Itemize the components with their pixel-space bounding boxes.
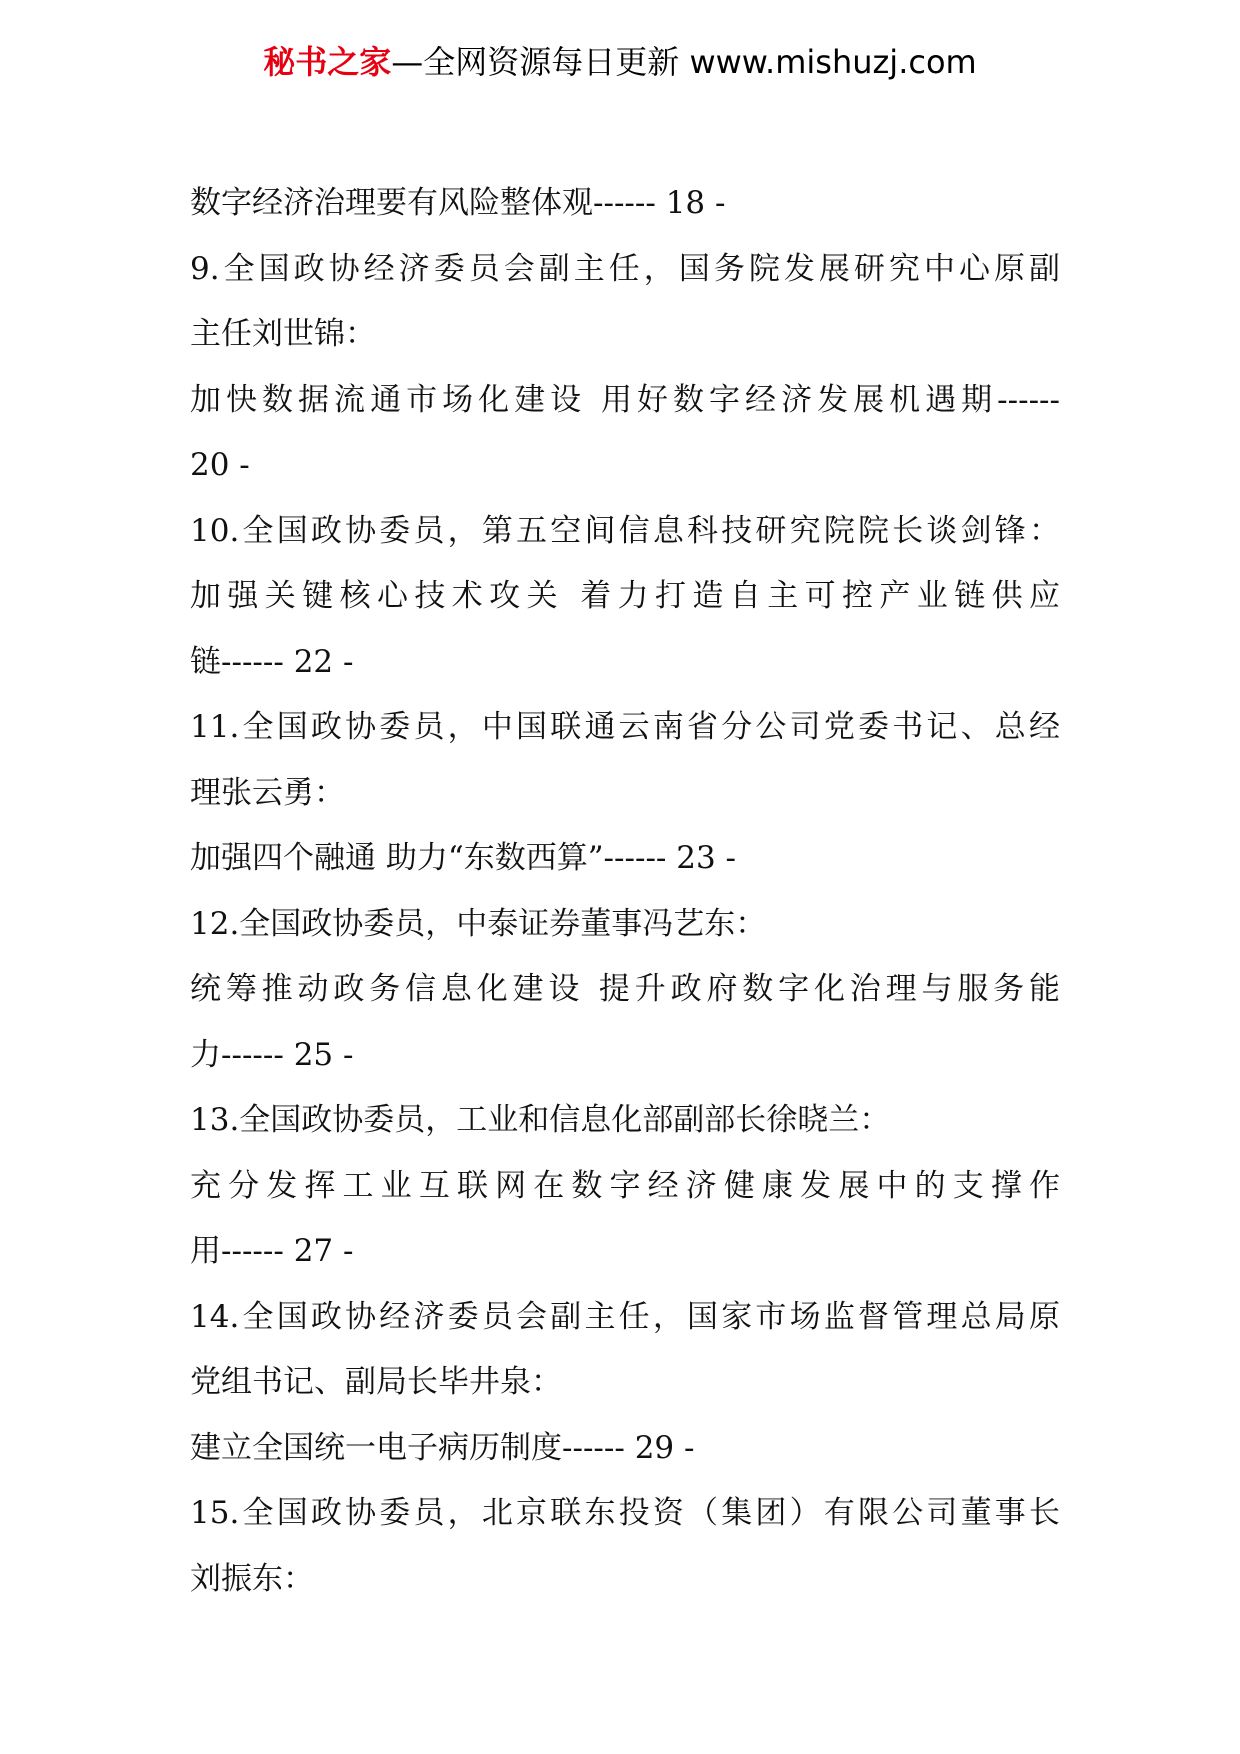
toc-line: 理张云勇： — [190, 774, 345, 811]
toc-body — [190, 171, 1060, 1612]
toc-line: 链------ 22 - — [190, 643, 354, 680]
toc-line: 加快数据流通市场化建设 用好数字经济发展机遇期------ — [190, 381, 1060, 418]
toc-line: 主任刘世锦： — [190, 316, 376, 352]
toc-line: 数字经济治理要有风险整体观------ 18 - — [190, 185, 726, 221]
toc-line: 12.全国政协委员，中泰证券董事冯艺东： — [190, 905, 767, 942]
toc-line: 10.全国政协委员，第五空间信息科技研究院院长谈剑锋： — [190, 512, 1060, 549]
toc-line: 加强关键核心技术攻关 着力打造自主可控产业链供应 — [190, 578, 1060, 614]
toc-line: 统筹推动政务信息化建设 提升政府数字化治理与服务能 — [190, 971, 1060, 1007]
toc-line: 刘振东： — [190, 1560, 314, 1597]
toc-line: 14.全国政协经济委员会副主任，国家市场监督管理总局原 — [190, 1298, 1060, 1335]
toc-line: 11.全国政协委员，中国联通云南省分公司党委书记、总经 — [190, 709, 1060, 745]
toc-line: 13.全国政协委员，工业和信息化部副部长徐晓兰： — [190, 1102, 891, 1138]
toc-line: 力------ 25 - — [190, 1036, 354, 1073]
toc-line: 9.全国政协经济委员会副主任，国务院发展研究中心原副 — [190, 250, 1060, 287]
toc-line: 用------ 27 - — [190, 1233, 354, 1269]
toc-line: 20 - — [190, 447, 250, 483]
brand-name[interactable]: 秘书之家 — [263, 43, 392, 81]
toc-line: 充分发挥工业互联网在数字经济健康发展中的支撑作 — [190, 1167, 1060, 1204]
toc-line: 党组书记、副局长毕井泉： — [190, 1364, 562, 1400]
page-header — [0, 42, 1240, 82]
header-tagline: —全网资源每日更新 www.mishuzj.com — [391, 43, 977, 81]
toc-line: 15.全国政协委员，北京联东投资（集团）有限公司董事长 — [190, 1495, 1060, 1531]
toc-line: 加强四个融通 助力“东数西算”------ 23 - — [190, 840, 737, 876]
toc-line: 建立全国统一电子病历制度------ 29 - — [190, 1429, 695, 1466]
